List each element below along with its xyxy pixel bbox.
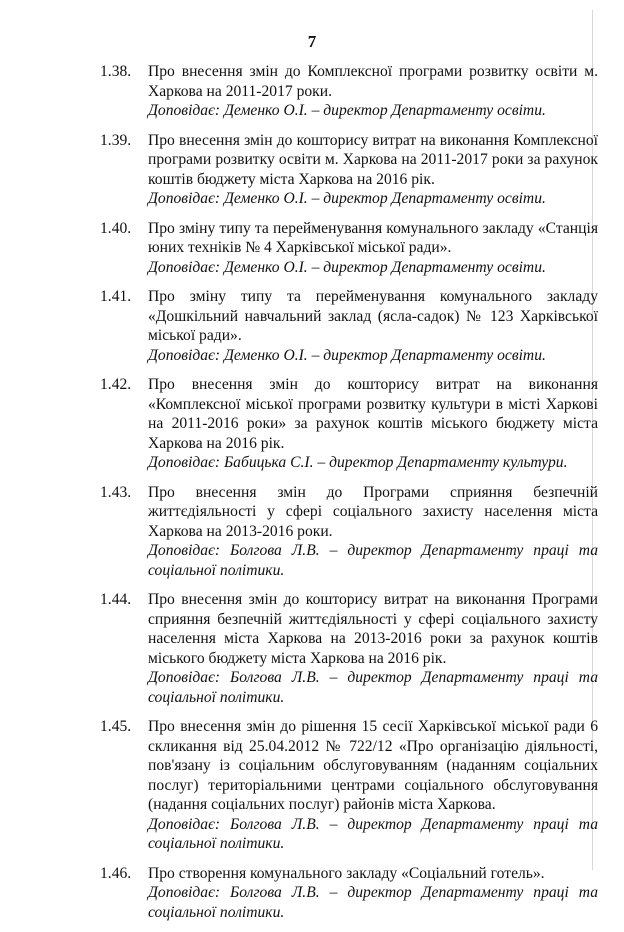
- agenda-item: [100, 375, 598, 473]
- agenda-item-number: 1.44.: [100, 591, 132, 608]
- agenda-item-speaker: Доповідає: Болгова Л.В. – директор Департаменту праці та соціальної політики.: [148, 542, 598, 579]
- agenda-item-body: [148, 375, 598, 473]
- agenda-item-speaker: Доповідає: Болгова Л.В. – директор Департаменту праці та соціальної політики.: [148, 669, 598, 706]
- agenda-item-title: Про внесення змін до рішення 15 сесії Харківської міської ради 6 скликання від 25.04.2012 № 722/12 «Про організацію діяльності, пов'язану із соціальним обслуговуванням (наданням соціальних послуг) територіальними центрами соціального обслуговування (надання соціальних послуг) районів міста Харкова.: [148, 718, 598, 813]
- agenda-item-number: 1.39.: [100, 131, 132, 149]
- agenda-item-title: Про зміну типу та перейменування комунального закладу «Дошкільний навчальний заклад (ясла-садок) № 123 Харківської міської ради».: [148, 288, 598, 344]
- agenda-item-number: 1.41.: [100, 288, 132, 305]
- agenda-item-title: Про внесення змін до Програми сприяння безпечній життєдіяльності у сфері соціального захисту населення міста Харкова на 2013-2016 роки.: [148, 483, 598, 540]
- agenda-item-body: [148, 864, 598, 923]
- agenda-item-speaker: Доповідає: Деменко О.І. – директор Департаменту освіти.: [148, 190, 546, 207]
- agenda-item: [100, 131, 598, 209]
- agenda-item-body: [148, 131, 598, 209]
- agenda-item-title: Про внесення змін до Комплексної програми розвитку освіти м. Харкова на 2011-2017 роки.: [148, 63, 598, 100]
- agenda-item-body: [148, 590, 598, 707]
- agenda-item: [100, 590, 598, 707]
- agenda-item-speaker: Доповідає: Деменко О.І. – директор Департаменту освіти.: [148, 258, 546, 276]
- agenda-item: [100, 62, 598, 121]
- agenda-item-body: [148, 483, 598, 581]
- agenda-item: [100, 219, 598, 278]
- agenda-item-number: 1.45.: [100, 718, 132, 735]
- agenda-item: [100, 864, 598, 923]
- agenda-item-number: 1.40.: [100, 219, 132, 237]
- agenda-item-number: 1.38.: [100, 63, 132, 80]
- agenda-item-speaker: Доповідає: Болгова Л.В. – директор Департаменту праці та соціальної політики.: [148, 884, 598, 921]
- agenda-item-body: [148, 717, 598, 854]
- agenda-item-body: [148, 287, 598, 365]
- agenda-item-speaker: Доповідає: Болгова Л.В. – директор Департаменту праці та соціальної політики.: [148, 815, 598, 852]
- agenda-item-number: 1.43.: [100, 483, 132, 501]
- agenda-item-speaker: Доповідає: Деменко О.І. – директор Департаменту освіти.: [148, 346, 546, 364]
- page-number: 7: [307, 32, 317, 51]
- agenda-item-body: [148, 62, 598, 121]
- agenda-list: [100, 62, 598, 932]
- agenda-item: [100, 717, 598, 854]
- agenda-item-number: 1.46.: [100, 864, 132, 882]
- agenda-item-number: 1.42.: [100, 376, 132, 393]
- agenda-item-title: Про зміну типу та перейменування комунального закладу «Станція юних техніків № 4 Харківської міської ради».: [148, 219, 598, 256]
- agenda-item: [100, 287, 598, 365]
- agenda-item-title: Про внесення змін до кошторису витрат на виконання «Комплексної міської програми розвитку культури в місті Харкові на 2011-2016 роки» за рахунок коштів міського бюджету міста Харкова на 2016 рік.: [148, 376, 598, 452]
- agenda-item-title: Про внесення змін до кошторису витрат на виконання Програми сприяння безпечній життєдіяльності у сфері соціального захисту населення міста Харкова на 2013-2016 роки за рахунок коштів міського бюджету міста Харкова на 2016 рік.: [148, 591, 598, 667]
- agenda-item-speaker: Доповідає: Бабицька С.І. – директор Департаменту культури.: [148, 454, 568, 471]
- agenda-item-speaker: Доповідає: Деменко О.І. – директор Департаменту освіти.: [148, 102, 546, 119]
- agenda-item-body: [148, 219, 598, 278]
- agenda-item: [100, 483, 598, 581]
- agenda-item-title: Про внесення змін до кошторису витрат на виконання Комплексної програми розвитку освіти м. Харкова на 2011-2017 роки за рахунок коштів бюджету міста Харкова на 2016 рік.: [148, 131, 598, 188]
- agenda-item-title: Про створення комунального закладу «Соціальний готель».: [148, 864, 545, 882]
